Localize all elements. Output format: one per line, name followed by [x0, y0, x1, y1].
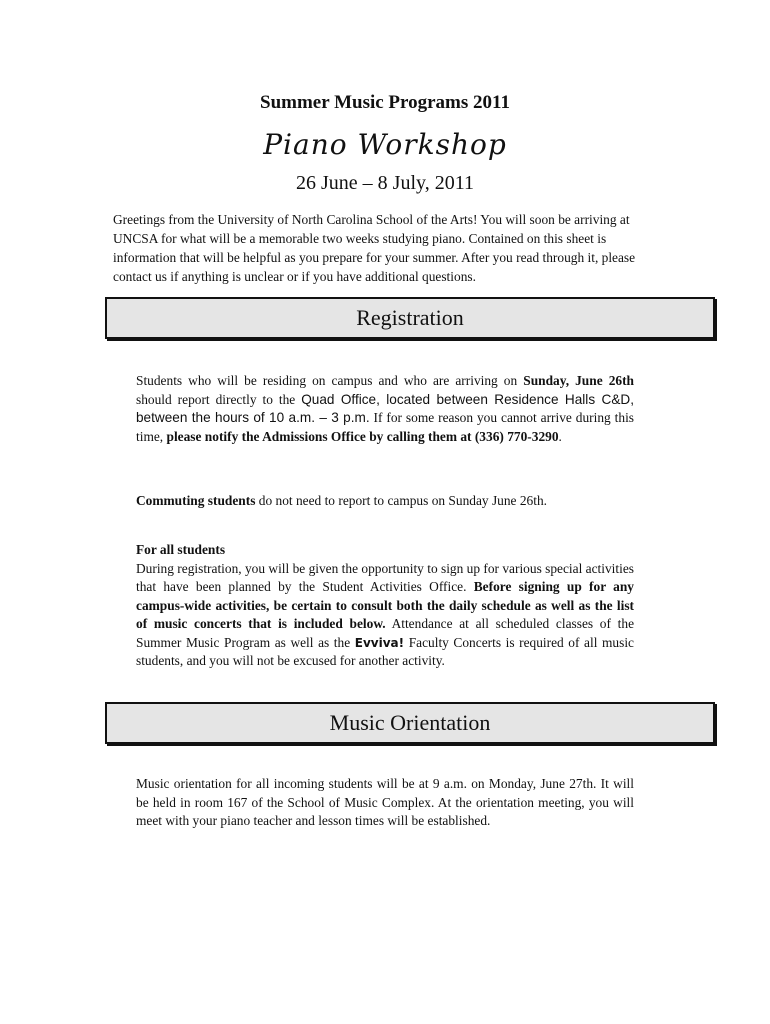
program-title: Summer Music Programs 2011 [260, 92, 510, 113]
registration-paragraph-residents: Students who will be residing on campus and who are arriving on Sunday, June 26th should report directly to the Quad Office, located between Residence Halls C&D, between the hours of 10 a.m. – 3 p.m. If for some reason you cannot arrive during this time, please notify the Admissions Office by calling them at (336) 770-3290. [136, 373, 635, 444]
workshop-title: Piano Workshop [263, 128, 507, 161]
registration-paragraph-all-students: For all students During registration, you will be given the opportunity to sign up for various special activities that have been planned by the Student Activities Office. Before signing up for any campus-wide activities, be certain to consult both the daily schedule as well as the list of music concerts that is included below. Attendance at all scheduled classes of the Summer Music Program as well as the Evviva! Faculty Concerts is required of all music students, and you will not be excused for another activity. [136, 542, 635, 668]
orientation-heading: Music Orientation [329, 710, 491, 735]
orientation-paragraph: Music orientation for all incoming students will be at 9 a.m. on Monday, June 27th. It will be held in room 167 of the School of Music Complex. At the orientation meeting, you will meet with your piano teacher and lesson times will be established. [136, 776, 634, 828]
evviva-logo-text: Evviva! [354, 635, 405, 650]
registration-heading: Registration [356, 305, 464, 330]
orientation-heading-box [105, 702, 715, 744]
registration-paragraph-commuting: Commuting students do not need to report to campus on Sunday June 26th. [136, 493, 547, 508]
all-students-subheading: For all students [136, 542, 226, 557]
registration-heading-box [105, 297, 715, 339]
intro-paragraph: Greetings from the University of North Carolina School of the Arts! You will soon be arriving at UNCSA for what will be a memorable two weeks studying piano. Contained on this sheet is information that will be helpful as you prepare for your summer. After you read through it, please contact us if anything is unclear or if you have additional questions. [113, 212, 636, 284]
workshop-dates: 26 June – 8 July, 2011 [296, 172, 474, 194]
